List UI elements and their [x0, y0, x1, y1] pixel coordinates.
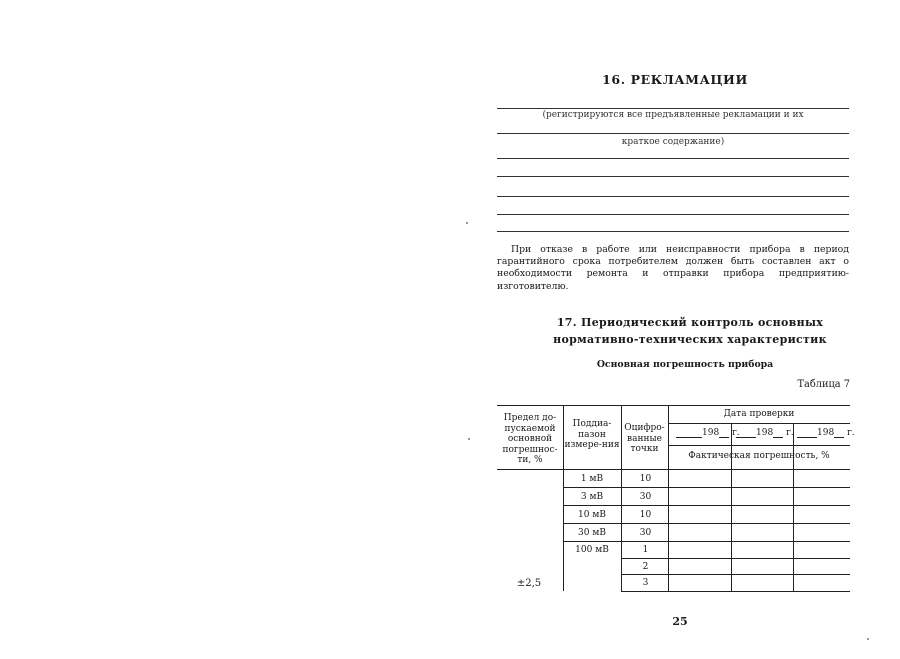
year-prefix: 198 — [817, 428, 835, 438]
table-header-bottom — [497, 469, 850, 470]
table-col-line — [731, 423, 732, 591]
date-blank — [719, 428, 729, 438]
year-prefix: 198 — [702, 428, 720, 438]
date-blank — [797, 428, 817, 438]
complaint-line — [497, 196, 849, 197]
range-cell: 1 мВ — [580, 474, 604, 484]
table-col-line — [668, 405, 669, 591]
date-blank — [676, 428, 702, 438]
header-range: Поддиа-пазон измере-ния — [564, 419, 620, 450]
point-cell: 30 — [639, 528, 652, 538]
date-slot-2 — [736, 428, 794, 438]
date-slot-3 — [797, 428, 855, 438]
range-cell: 10 мВ — [578, 510, 606, 520]
point-cell: 2 — [642, 562, 649, 572]
table-row-line — [621, 558, 850, 559]
page-number: 25 — [672, 615, 688, 628]
table-row-line — [621, 574, 850, 575]
table-row-line — [563, 541, 850, 542]
limit-value: ±2,5 — [516, 578, 542, 589]
complaint-caption-1: (регистрируются все предъявленные рекламации и их — [542, 110, 804, 120]
table-label: Таблица 7 — [797, 379, 850, 390]
point-cell: 10 — [639, 474, 652, 484]
point-cell: 10 — [639, 510, 652, 520]
date-blank — [834, 428, 844, 438]
date-blank — [736, 428, 756, 438]
point-cell: 30 — [639, 492, 652, 502]
year-suffix: г. — [847, 428, 855, 438]
complaint-caption-2: краткое содержание) — [621, 137, 725, 147]
date-slot-1 — [676, 428, 740, 438]
header-limit: Предел до-пускаемой основной погрешнос-ти, % — [502, 413, 558, 465]
table-actual-rule — [668, 445, 850, 446]
table-row-line — [563, 505, 850, 506]
date-blank — [773, 428, 783, 438]
table-col-line — [793, 423, 794, 591]
range-cell: 100 мВ — [575, 545, 609, 555]
complaint-line — [497, 231, 849, 232]
range-cell: 30 мВ — [578, 528, 606, 538]
complaint-line — [497, 214, 849, 215]
complaint-line — [497, 158, 849, 159]
table-row-line — [563, 523, 850, 524]
complaint-line — [497, 108, 849, 109]
year-suffix: г. — [732, 428, 740, 438]
scan-speck — [468, 438, 470, 440]
section-17-title-line-1: 17. Периодический контроль основных — [556, 316, 824, 329]
range-cell: 3 мВ — [580, 492, 604, 502]
table-date-rule — [668, 423, 850, 424]
scan-speck — [466, 222, 468, 224]
section-16-title: 16. РЕКЛАМАЦИИ — [602, 72, 748, 87]
table-row-line — [563, 487, 850, 488]
scan-speck — [867, 638, 869, 640]
point-cell: 3 — [642, 578, 649, 588]
complaint-line — [497, 176, 849, 177]
section-17-title-line-2: нормативно-технических характеристик — [553, 333, 827, 346]
header-actual-error: Фактическая погрешность, % — [688, 451, 830, 461]
table-bottom-border — [621, 591, 850, 592]
point-cell: 1 — [642, 545, 649, 555]
table-caption: Основная погрешность прибора — [596, 359, 774, 370]
year-suffix: г. — [786, 428, 794, 438]
year-prefix: 198 — [756, 428, 774, 438]
header-date: Дата проверки — [723, 409, 795, 419]
header-points: Оцифро-ванные точки — [624, 423, 665, 454]
complaint-line — [497, 133, 849, 134]
table-top-border — [497, 405, 850, 406]
warranty-notice: При отказе в работе или неисправности прибора в период гарантийного срока потребителем должен быть составлен акт о необходимости ремонта и отправки прибора предприятию-изготовителю. — [497, 244, 849, 292]
